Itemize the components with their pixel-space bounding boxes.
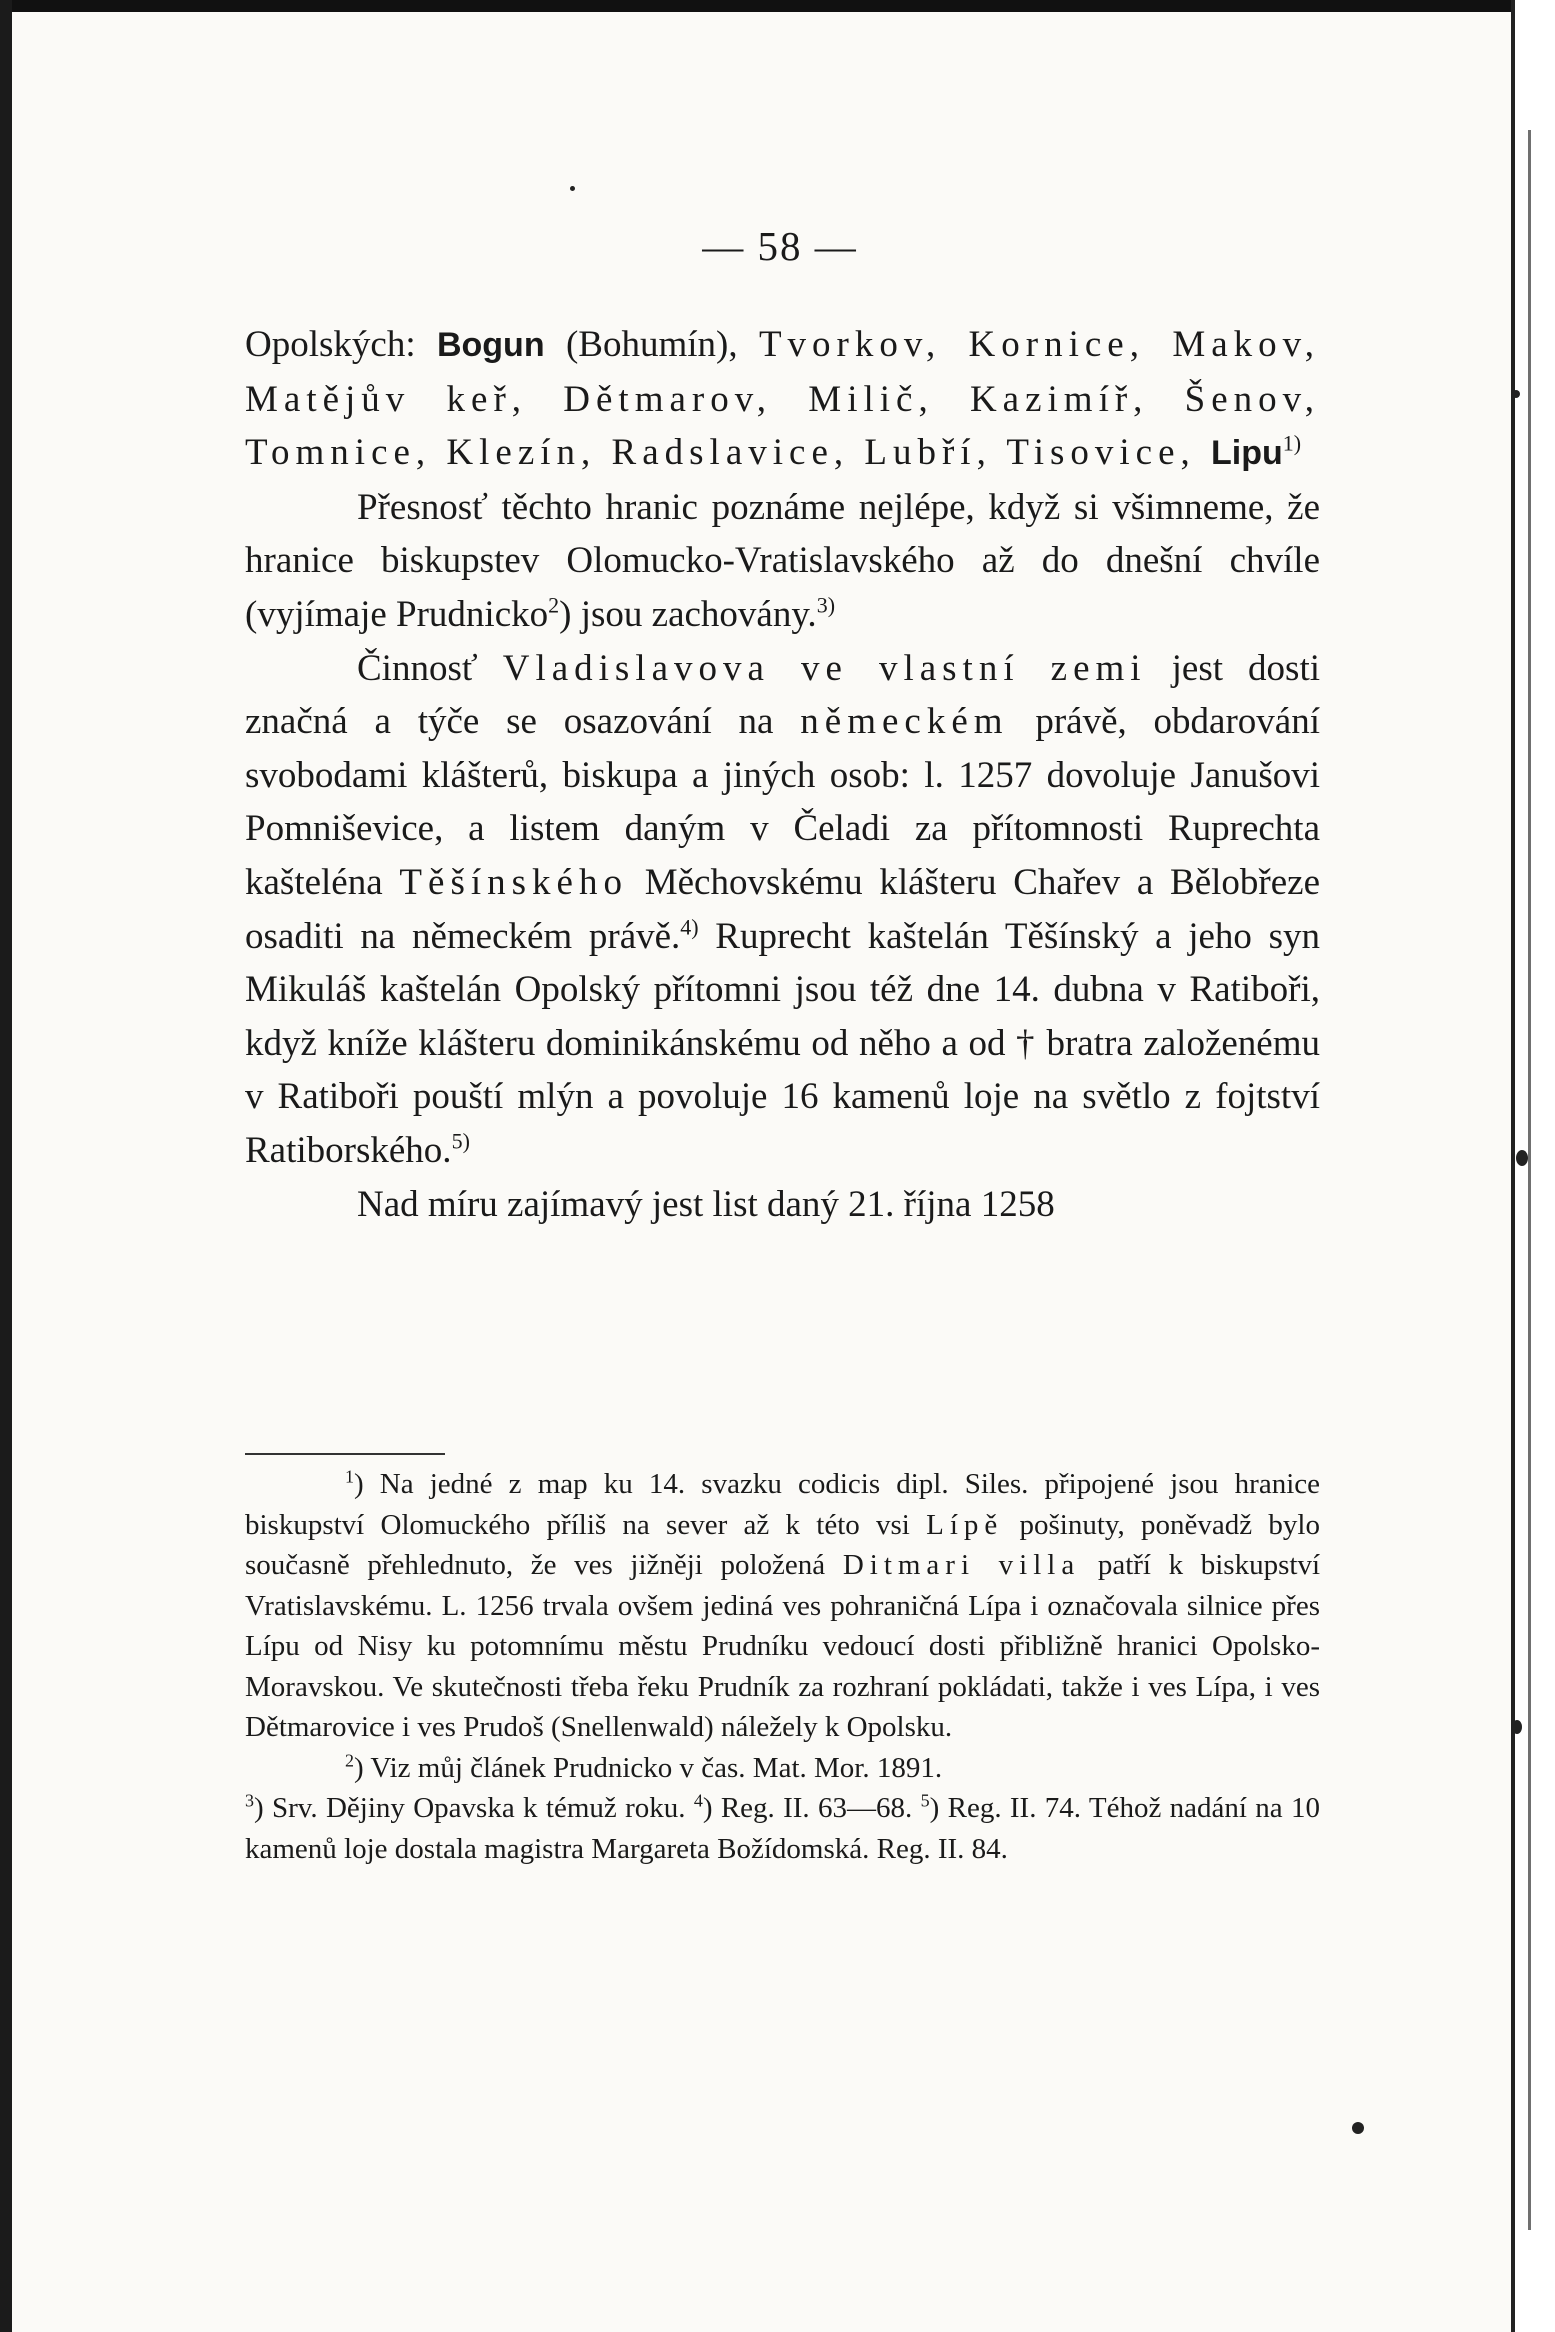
spaced-text: Těšínského [399, 861, 628, 903]
footnote-mark: 2 [345, 1749, 354, 1770]
footnote-ref-3: 3) [816, 592, 836, 618]
spaced-text: Ditmari villa [842, 1549, 1081, 1581]
text-span: patří k biskupství Vratislavskému. L. 1256 trvala ovšem jediná ves pohraničná Lípa i označovala silnice přes Lípu od Nisy ku potomnímu městu Prudníku vedoucí dosti přibližně hranici Opolsko-Moravskou. Ve skutečnosti třeba řeku Prudník za rozhraní pokládati, takže i ves Lípa, i ves Dětmarovice i ves Prudoš (Snellenwald) náležely k Opolsku. [245, 1549, 1320, 1743]
spaced-text: Tvorkov, Kornice, Makov, Matějův keř, Dětmarov, Milič, Kazimíř, Šenov, Tomnice, Klezín, Radslavice, Lubří, Tisovice, [245, 324, 1320, 474]
text-span: Činnosť [357, 647, 503, 689]
scan-speck [570, 186, 575, 191]
spaced-text: Lípě [926, 1508, 1004, 1541]
text-span: ) Viz můj článek Prudnicko v čas. Mat. Mor. 1891. [354, 1751, 943, 1784]
scan-edge-left [0, 0, 12, 2332]
scan-speck [1516, 1150, 1528, 1166]
text-span: Přesnosť těchto hranic poznáme nejlépe, když si všimneme, že hranice biskupstev Olomucko-Vratislavského až do dnešní chvíle (vyjímaje Prudnicko [245, 486, 1320, 635]
footnote-3-4-5 [245, 1788, 1320, 1869]
paragraph-4 [245, 1178, 1320, 1232]
text-span: Ruprecht kaštelán Těšínský a jeho syn Mikuláš kaštelán Opolský přítomni jsou též dne 14. dubna v Ratiboři, když kníže klášteru dominikánskému od něho a od † bratra založenému v Ratiboři pouští mlýn a povoluje 16 kamenů loje na světlo z fojtství Ratiborského. [245, 915, 1321, 1171]
bold-term-lipu: Lipu [1211, 434, 1283, 473]
spaced-text: německém [800, 701, 1009, 743]
footnote-mark: 5 [920, 1790, 930, 1811]
footnote-ref-2: 2 [548, 592, 560, 618]
text-span: právě, obdarování svobodami klášterů, biskupa a jiných osob: l. 1257 dovoluje Janušovi Pomniševice, a listem daným v Čeladi za přítomnosti Ruprechta kašteléna [245, 701, 1320, 903]
paragraph-2 [245, 481, 1320, 642]
paragraph-1 [245, 318, 1320, 481]
footnote-ref-5: 5) [451, 1128, 470, 1154]
text-span: ) jsou zachovány. [559, 593, 817, 635]
text-span: (Bohumín), [544, 324, 759, 365]
footnote-mark: 1 [345, 1466, 354, 1487]
text-span: ) Reg. II. 63—68. [702, 1792, 921, 1824]
footnotes [245, 1464, 1320, 1869]
scan-edge-top [0, 0, 1555, 12]
text-span: ) Reg. II. 74. Téhož nadání na 10 kamenů loje dostala magistra Margareta Božídomská. Reg. II. 84. [245, 1792, 1320, 1865]
text-span: Opolských: [245, 324, 437, 365]
scan-speck [1512, 1720, 1522, 1734]
footnote-divider [245, 1453, 445, 1455]
text-span: ) Srv. Dějiny Opavska k témuž roku. [254, 1792, 694, 1824]
footnote-ref-1: 1) [1282, 430, 1302, 456]
footnote-ref-4: 4) [680, 914, 699, 940]
scan-speck [1512, 390, 1520, 398]
text-span: Nad míru zajímavý jest list daný 21. října 1258 [357, 1183, 1055, 1225]
text-span: jest dosti značná a týče se osazování na [245, 647, 1321, 743]
footnote-1 [245, 1464, 1320, 1748]
main-text [245, 318, 1320, 1231]
text-span: ) Na jedné z map ku 14. svazku codicis dipl. Siles. připojené jsou hranice biskupství Olomuckého příliš na sever až k této vsi [245, 1468, 1320, 1541]
spaced-text: Vladislavova ve vlastní zemi [502, 647, 1147, 689]
scan-speck [1352, 2122, 1364, 2134]
text-span: Měchovskému klášteru Chařev a Bělobřeze osaditi na německém právě. [245, 861, 1320, 957]
page-number: — 58 — [702, 223, 858, 269]
paragraph-3 [245, 642, 1320, 1178]
footnote-mark: 4 [693, 1790, 703, 1811]
footnote-2 [245, 1748, 1320, 1789]
binding-shadow [1528, 130, 1531, 2230]
footnote-mark: 3 [245, 1790, 254, 1811]
scan-edge-right [1511, 0, 1555, 2332]
bold-term-bogun: Bogun [436, 326, 545, 364]
text-span: pošinuty, poněvadž bylo současně přehlednuto, že ves jižněji položená [245, 1508, 1320, 1581]
